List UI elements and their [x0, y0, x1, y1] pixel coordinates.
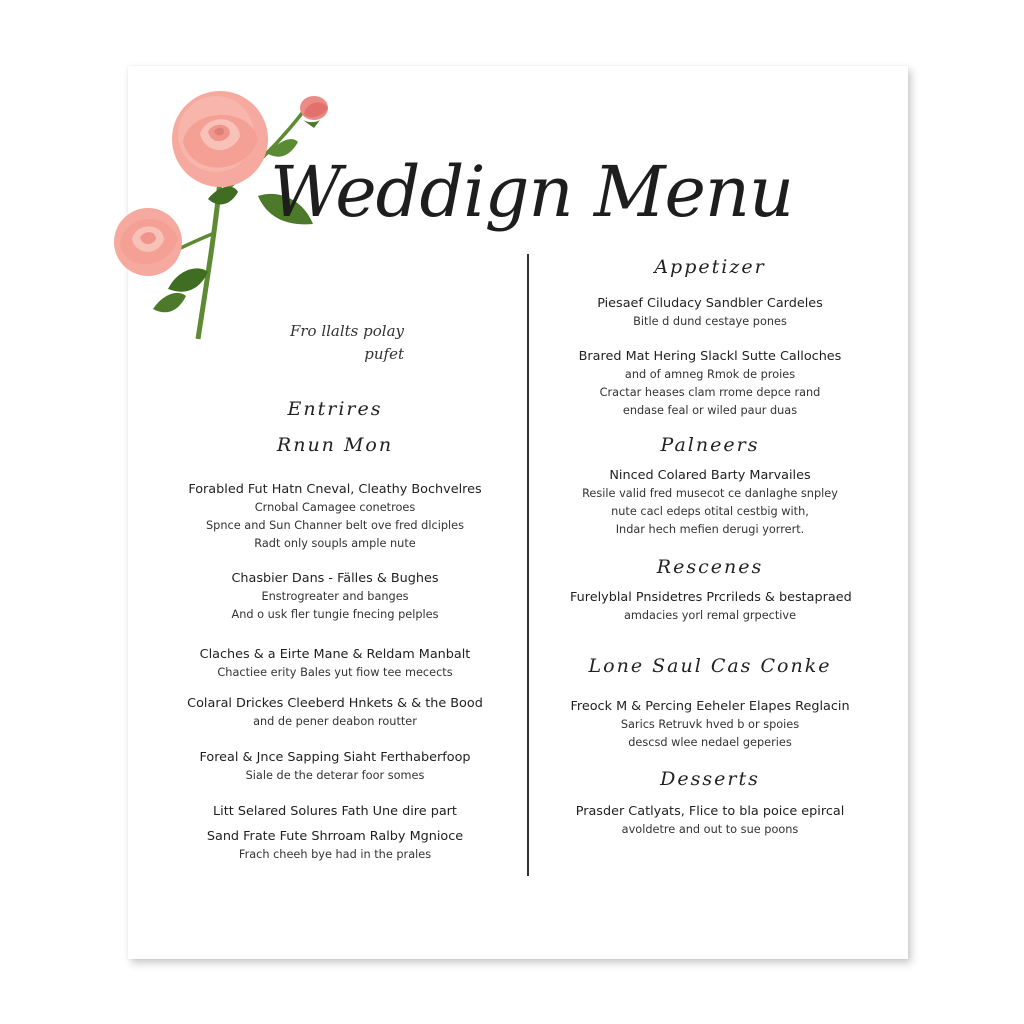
item-desc: Resile valid fred musecot ce danlaghe snpley — [582, 487, 838, 500]
menu-item — [570, 698, 850, 752]
section-heading-main: Rnun Mon — [276, 434, 394, 456]
item-name: Colaral Drickes Cleeberd Hnkets & & the Bood — [187, 696, 483, 711]
menu-tagline — [262, 320, 404, 366]
item-desc: Crnobal Camagee conetroes — [254, 501, 416, 514]
menu-item — [570, 348, 850, 420]
section-heading-appetizer: Appetizer — [654, 256, 766, 278]
section-heading-rescenes: Rescenes — [656, 556, 764, 578]
small-rose — [114, 208, 182, 276]
item-name: Claches & a Eirte Mane & Reldam Manbalt — [199, 647, 471, 662]
item-desc: avoldetre and out to sue poons — [621, 823, 799, 836]
menu-item — [180, 803, 490, 864]
menu-title: Weddign Menu — [270, 151, 794, 233]
large-rose — [172, 91, 268, 187]
item-desc: amdacies yorl remal grpective — [623, 609, 797, 622]
item-desc: Indar hech mefien derugi yorrert. — [615, 523, 805, 536]
section-heading-entrires: Entrires — [287, 398, 383, 420]
menu-item — [570, 589, 850, 625]
menu-item — [570, 803, 850, 839]
menu-item — [570, 295, 850, 331]
item-desc: Spnce and Sun Channer belt ove fred dlciples — [206, 519, 464, 532]
item-desc: Siale de the deterar foor somes — [245, 769, 425, 782]
section-heading-lone-saul: Lone Saul Cas Conke — [588, 655, 832, 677]
item-name: Freock M & Percing Eeheler Elapes Reglacin — [570, 699, 850, 714]
item-desc: Radt only soupls ample nute — [254, 537, 416, 550]
item-name: Piesaef Ciludacy Sandbler Cardeles — [597, 296, 823, 311]
item-desc: nute cacl edeps otital cestbig with, — [611, 505, 809, 518]
item-desc: Enstrogreater and banges — [261, 590, 409, 603]
tagline-line: Fro llalts polay — [289, 322, 404, 340]
item-name: Sand Frate Fute Shrroam Ralby Mgnioce — [206, 829, 464, 844]
item-name: Brared Mat Hering Slackl Sutte Calloches — [578, 349, 842, 364]
menu-item — [180, 749, 490, 785]
item-desc: and of amneg Rmok de proies — [624, 368, 796, 381]
rose-bud — [300, 96, 328, 128]
section-heading-desserts: Desserts — [660, 768, 760, 790]
item-name: Prasder Catlyats, Flice to bla poice epircal — [575, 804, 845, 819]
menu-item — [180, 646, 490, 682]
item-desc: And o usk fler tungie fnecing pelples — [231, 608, 439, 621]
item-desc: Bitle d dund cestaye pones — [633, 315, 787, 328]
tagline-line: pufet — [364, 345, 404, 363]
item-desc: Sarics Retruvk hved b or spoies — [620, 718, 800, 731]
item-name: Chasbier Dans - Fälles & Bughes — [231, 571, 439, 586]
item-desc: Chactiee erity Bales yut fiow tee mecects — [217, 666, 453, 679]
item-name: Forabled Fut Hatn Cneval, Cleathy Bochvelres — [188, 482, 482, 497]
menu-item — [180, 695, 490, 731]
menu-item — [180, 481, 490, 553]
column-divider — [527, 254, 529, 876]
menu-item — [180, 570, 490, 624]
item-name: Litt Selared Solures Fath Une dire part — [213, 804, 457, 819]
item-name: Ninced Colared Barty Marvailes — [609, 468, 811, 483]
item-name: Foreal & Jnce Sapping Siaht Ferthaberfoop — [199, 750, 471, 765]
menu-item — [570, 467, 850, 539]
item-desc: Frach cheeh bye had in the prales — [238, 848, 432, 861]
item-desc: and de pener deabon routter — [253, 715, 417, 728]
section-heading-palneers: Palneers — [660, 434, 760, 456]
item-desc: descsd wlee nedael geperies — [628, 736, 792, 749]
item-desc: Cractar heases clam rrome depce rand — [599, 386, 821, 399]
item-name: Furelyblal Pnsidetres Prcrileds & bestapraed — [570, 590, 852, 605]
item-desc: endase feal or wiled paur duas — [622, 404, 798, 417]
